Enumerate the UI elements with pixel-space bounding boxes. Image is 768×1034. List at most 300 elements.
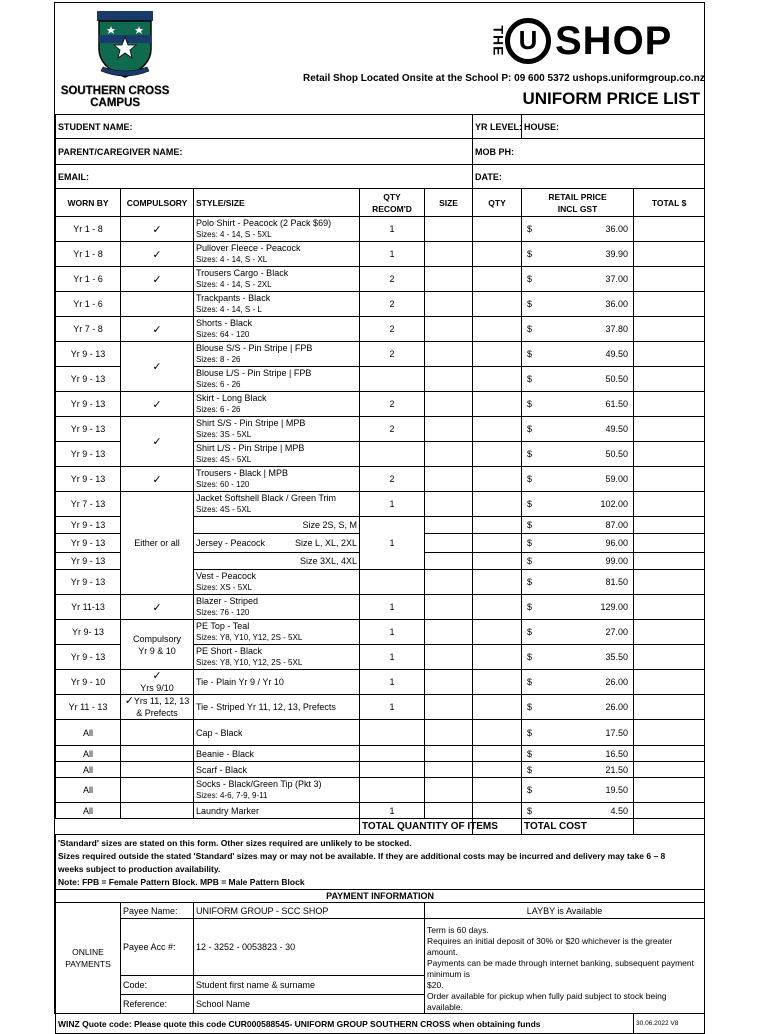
item-name: PE Short - Black [196, 646, 263, 656]
size-input[interactable] [425, 367, 473, 392]
worn-by-cell: All [56, 778, 121, 803]
school-name-line2: CAMPUS [90, 97, 140, 109]
table-row [56, 392, 705, 417]
worn-by-cell: Yr 9 - 13 [56, 553, 121, 570]
item-sizes: Sizes: 4 - 14, S - 2XL [196, 280, 272, 289]
price-value: 16.50 [605, 748, 629, 759]
price-cell [522, 367, 634, 392]
column-header-row [56, 189, 705, 217]
total-input[interactable] [634, 492, 705, 517]
retail-contact-line: Retail Shop Located Onsite at the School P: 09 600 5372 ushops.uniformgroup.co.nz [303, 73, 705, 84]
qty-input[interactable] [473, 620, 522, 645]
price-value: 129.00 [600, 602, 629, 612]
qty-input[interactable] [473, 517, 522, 534]
item-sizes: Sizes: 8 - 26 [196, 355, 241, 364]
style-cell: Tie - Striped Yr 11, 12, 13, Prefects [194, 695, 360, 720]
compulsory-cell [121, 762, 194, 778]
compulsory-check-icon: ✓ [121, 392, 194, 417]
item-name: Shirt L/S - Pin Stripe | MPB [196, 443, 305, 453]
price-cell [522, 292, 634, 317]
style-cell [194, 442, 360, 467]
currency-symbol: $ [527, 474, 533, 484]
price-value: 26.00 [605, 677, 629, 687]
total-input[interactable] [634, 762, 705, 778]
layby-payments: Payments can be made through internet banking, subsequent payment minimum is [427, 958, 694, 979]
qty-input[interactable] [473, 342, 522, 367]
layby-term: Term is 60 days. [427, 925, 489, 935]
price-value: 36.00 [605, 224, 629, 234]
currency-symbol: $ [527, 499, 533, 509]
price-value: 21.50 [605, 764, 629, 775]
table-row [56, 720, 705, 746]
table-row [56, 492, 705, 517]
total-input[interactable] [634, 442, 705, 467]
qty-input[interactable] [473, 417, 522, 442]
qty-recom-cell: 1 [360, 217, 425, 242]
qty-recom-cell: 1 [360, 695, 425, 720]
date-field[interactable]: DATE: [473, 165, 705, 189]
qty-input[interactable] [473, 570, 522, 595]
col-style-size: STYLE/SIZE [194, 189, 360, 217]
logo-the-text: THE [490, 25, 507, 57]
logo-u-circle: U [505, 18, 551, 64]
style-cell: Scarf - Black [194, 762, 360, 778]
payee-name-label: Payee Name: [121, 903, 194, 919]
qty-recom-cell: 2 [360, 467, 425, 492]
price-cell [522, 803, 634, 819]
qty-input[interactable] [473, 695, 522, 720]
worn-by-cell: Yr 9 - 13 [56, 342, 121, 367]
total-input[interactable] [634, 342, 705, 367]
worn-by-cell: Yr 9 - 13 [56, 534, 121, 553]
total-input[interactable] [634, 670, 705, 695]
size-input[interactable] [425, 392, 473, 417]
item-name: Pullover Fleece - Peacock [196, 243, 301, 253]
table-row [56, 762, 705, 778]
email-field[interactable]: EMAIL: [56, 165, 473, 189]
table-row [56, 342, 705, 367]
price-cell [522, 267, 634, 292]
table-row [56, 695, 705, 720]
col-qty-recom [360, 189, 425, 217]
school-crest-logo [95, 9, 155, 81]
table-row [56, 242, 705, 267]
total-input[interactable] [634, 292, 705, 317]
item-name: Trousers - Black | MPB [196, 468, 289, 478]
total-input[interactable] [634, 595, 705, 620]
qty-input[interactable] [473, 803, 522, 819]
notes-row [56, 835, 705, 890]
total-input[interactable] [634, 317, 705, 342]
school-name [55, 85, 175, 109]
style-cell [194, 417, 360, 442]
currency-symbol: $ [527, 577, 533, 587]
payee-acc-label: Payee Acc #: [121, 919, 194, 976]
payment-row [56, 919, 705, 976]
total-input[interactable] [634, 695, 705, 720]
size-input[interactable] [425, 553, 473, 570]
layby-pickup: Order available for pickup when fully paid subject to stock being available. [427, 991, 667, 1012]
item-name: Blouse L/S - Pin Stripe | FPB [196, 368, 312, 378]
qty-input[interactable] [473, 595, 522, 620]
style-cell: Laundry Marker [194, 803, 360, 819]
price-cell [522, 620, 634, 645]
total-input[interactable] [634, 553, 705, 570]
size-input[interactable] [425, 762, 473, 778]
qty-recom-cell: 2 [360, 342, 425, 367]
house-field[interactable]: HOUSE: [522, 115, 705, 139]
col-qty-recom-line2: RECOM'D [372, 203, 412, 214]
compulsory-check-icon: ✓ [121, 595, 194, 620]
reference-label: Reference: [121, 994, 194, 1013]
price-cell [522, 534, 634, 553]
price-value: 26.00 [605, 702, 629, 712]
total-input[interactable] [634, 367, 705, 392]
note-other-sizes: Sizes required outside the stated 'Standard' sizes may or may not be available. If they are additional costs may be incurred and delivery may take 6 – 8 [58, 851, 666, 861]
pe-label-line1: Compulsory [132, 633, 181, 644]
online-payments-line1: ONLINE [72, 947, 104, 957]
style-cell [194, 217, 360, 242]
size-input[interactable] [425, 517, 473, 534]
qty-recom-cell: 1 [360, 492, 425, 517]
payee-name-value: UNIFORM GROUP - SCC SHOP [194, 903, 425, 919]
table-row [56, 620, 705, 645]
style-cell [194, 392, 360, 417]
total-input[interactable] [634, 267, 705, 292]
worn-by-cell: Yr 11-13 [56, 595, 121, 620]
currency-symbol: $ [527, 748, 533, 759]
totals-row [56, 819, 705, 835]
code-value: Student first name & surname [194, 975, 425, 994]
currency-symbol: $ [527, 299, 533, 309]
size-input[interactable] [425, 467, 473, 492]
style-cell [194, 534, 360, 553]
worn-by-cell: All [56, 803, 121, 819]
compulsory-cell [121, 746, 194, 762]
worn-by-cell: Yr 7 - 8 [56, 317, 121, 342]
payment-info-heading: PAYMENT INFORMATION [56, 890, 705, 903]
total-input[interactable] [634, 720, 705, 746]
table-row [56, 317, 705, 342]
layby-minimum: $20. [427, 980, 444, 990]
qty-recom-cell: 1 [360, 595, 425, 620]
style-cell: Size 2S, S, M [194, 517, 360, 534]
item-size-range: Size L, XL, 2XL [294, 538, 357, 548]
total-input[interactable] [634, 803, 705, 819]
winz-quote-code: WINZ Quote code: Please quote this code CUR000588545- UNIFORM GROUP SOUTHERN CROSS when obtaining funds [56, 1014, 634, 1034]
tie-label: Yrs 9/10 [140, 683, 174, 693]
note-standard-sizes: 'Standard' sizes are stated on this form. Other sizes required are unlikely to be stocked. [58, 838, 412, 848]
qty-input[interactable] [473, 442, 522, 467]
price-cell [522, 417, 634, 442]
qty-input[interactable] [473, 492, 522, 517]
price-cell [522, 762, 634, 778]
price-cell [522, 695, 634, 720]
item-sizes: Sizes: 64 - 120 [196, 330, 250, 339]
item-sizes: Sizes: 4S - 5XL [196, 455, 252, 464]
currency-symbol: $ [527, 224, 533, 234]
total-input[interactable] [634, 417, 705, 442]
qty-input[interactable] [473, 670, 522, 695]
online-payments-label [56, 903, 121, 1014]
note-pattern-block: Note: FPB = Female Pattern Block. MPB = Male Pattern Block [58, 877, 305, 887]
qty-recom-cell: 1 [360, 670, 425, 695]
price-cell [522, 242, 634, 267]
size-input[interactable] [425, 267, 473, 292]
item-sizes: Sizes: 6 - 26 [196, 405, 241, 414]
compulsory-pe-label [121, 620, 194, 670]
price-value: 4.50 [610, 805, 629, 816]
size-input[interactable] [425, 570, 473, 595]
item-name: Shorts - Black [196, 318, 253, 328]
student-name-field[interactable]: STUDENT NAME: [56, 115, 473, 139]
qty-input[interactable] [473, 553, 522, 570]
style-cell [194, 620, 360, 645]
qty-input[interactable] [473, 242, 522, 267]
price-cell [522, 778, 634, 803]
size-input[interactable] [425, 292, 473, 317]
price-value: 37.00 [605, 274, 629, 284]
currency-symbol: $ [527, 538, 533, 548]
price-cell [522, 553, 634, 570]
qty-recom-cell [360, 746, 425, 762]
item-name: Skirt - Long Black [196, 393, 267, 403]
price-cell [522, 595, 634, 620]
style-cell: Cap - Black [194, 720, 360, 746]
style-cell [194, 292, 360, 317]
header [55, 3, 704, 114]
qty-input[interactable] [473, 746, 522, 762]
total-qty-label: TOTAL QUANTITY OF ITEMS [360, 819, 473, 835]
price-value: 96.00 [605, 538, 629, 548]
worn-by-cell: Yr 7 - 13 [56, 492, 121, 517]
qty-input[interactable] [473, 217, 522, 242]
currency-symbol: $ [527, 727, 533, 738]
price-value: 49.50 [605, 424, 629, 434]
worn-by-cell: Yr 9 - 13 [56, 570, 121, 595]
version-stamp: 30.06.2022 V8 [634, 1014, 705, 1034]
style-cell [194, 570, 360, 595]
worn-by-cell: All [56, 720, 121, 746]
total-input[interactable] [634, 645, 705, 670]
total-input[interactable] [634, 467, 705, 492]
size-input[interactable] [425, 746, 473, 762]
item-sizes: Sizes: 6 - 26 [196, 380, 241, 389]
size-input[interactable] [425, 417, 473, 442]
size-input[interactable] [425, 720, 473, 746]
size-input[interactable] [425, 242, 473, 267]
qty-input[interactable] [473, 720, 522, 746]
uniform-price-table [55, 114, 705, 1034]
size-input[interactable] [425, 778, 473, 803]
worn-by-cell: All [56, 762, 121, 778]
worn-by-cell: Yr 1 - 6 [56, 292, 121, 317]
currency-symbol: $ [527, 324, 533, 334]
online-payments-line2: PAYMENTS [65, 959, 111, 969]
item-sizes: Sizes: 76 - 120 [196, 608, 250, 617]
compulsory-check-icon: ✓ [121, 217, 194, 242]
price-cell [522, 467, 634, 492]
qty-input[interactable] [473, 267, 522, 292]
yr-level-field[interactable]: YR LEVEL: [473, 115, 522, 139]
table-row [56, 595, 705, 620]
qty-input[interactable] [473, 367, 522, 392]
size-input[interactable] [425, 342, 473, 367]
size-input[interactable] [425, 317, 473, 342]
currency-symbol: $ [527, 399, 533, 409]
compulsory-cell [121, 803, 194, 819]
item-name: Trackpants - Black [196, 293, 271, 303]
worn-by-cell: Yr 9 - 13 [56, 417, 121, 442]
currency-symbol: $ [527, 785, 533, 795]
table-row [56, 217, 705, 242]
style-cell [194, 467, 360, 492]
item-name: Shirt S/S - Pin Stripe | MPB [196, 418, 306, 428]
compulsory-check-icon: ✓ [124, 695, 134, 707]
size-input[interactable] [425, 492, 473, 517]
item-name: Vest - Peacock [196, 571, 257, 581]
qty-recom-cell: 2 [360, 292, 425, 317]
total-input[interactable] [634, 217, 705, 242]
item-sizes: Sizes: 4-6, 7-9, 9-11 [196, 791, 268, 800]
size-input[interactable] [425, 595, 473, 620]
price-cell [522, 746, 634, 762]
total-input[interactable] [634, 534, 705, 553]
price-value: 50.50 [605, 449, 629, 459]
price-value: 27.00 [605, 627, 629, 637]
qty-input[interactable] [473, 645, 522, 670]
worn-by-cell: Yr 9 - 13 [56, 467, 121, 492]
total-cost-input[interactable] [634, 819, 705, 835]
parent-name-field[interactable]: PARENT/CAREGIVER NAME: [56, 139, 473, 165]
qty-input[interactable] [473, 467, 522, 492]
compulsory-check-icon: ✓ [121, 242, 194, 267]
mob-ph-field[interactable]: MOB PH: [473, 139, 705, 165]
price-value: 50.50 [605, 374, 629, 384]
currency-symbol: $ [527, 449, 533, 459]
price-list-page [54, 2, 705, 1029]
price-value: 59.00 [605, 474, 629, 484]
price-value: 102.00 [600, 499, 629, 509]
size-input[interactable] [425, 217, 473, 242]
total-input[interactable] [634, 570, 705, 595]
item-name: Blouse S/S - Pin Stripe | FPB [196, 343, 313, 353]
style-cell: Tie - Plain Yr 9 / Yr 10 [194, 670, 360, 695]
total-input[interactable] [634, 392, 705, 417]
col-qty-recom-line1: QTY [383, 191, 401, 202]
price-value: 99.00 [605, 556, 629, 566]
worn-by-cell: All [56, 746, 121, 762]
layby-details [425, 919, 705, 1014]
qty-recom-cell: 2 [360, 417, 425, 442]
worn-by-cell: Yr 9 - 13 [56, 645, 121, 670]
footer-row [56, 1014, 705, 1034]
size-input[interactable] [425, 670, 473, 695]
u-shop-logo [485, 13, 715, 73]
table-row [56, 267, 705, 292]
worn-by-cell: Yr 9 - 13 [56, 367, 121, 392]
item-sizes: Sizes: 4S - 5XL [196, 505, 252, 514]
price-cell [522, 317, 634, 342]
currency-symbol: $ [527, 424, 533, 434]
qty-input[interactable] [473, 392, 522, 417]
qty-input[interactable] [473, 292, 522, 317]
item-name: PE Top - Teal [196, 621, 250, 631]
total-input[interactable] [634, 778, 705, 803]
worn-by-cell: Yr 9 - 13 [56, 442, 121, 467]
total-input[interactable] [634, 517, 705, 534]
size-input[interactable] [425, 620, 473, 645]
col-compulsory: COMPULSORY [121, 189, 194, 217]
size-input[interactable] [425, 803, 473, 819]
table-row [56, 292, 705, 317]
code-label: Code: [121, 975, 194, 994]
qty-input[interactable] [473, 778, 522, 803]
style-cell [194, 595, 360, 620]
logo-shop-text: SHOP [555, 19, 673, 63]
item-sizes: Sizes: Y8, Y10, Y12, 2S - 5XL [196, 633, 303, 642]
compulsory-check-icon: ✓ [152, 670, 162, 682]
price-value: 49.50 [605, 349, 629, 359]
notes-block [56, 835, 705, 890]
table-row [56, 670, 705, 695]
style-cell [194, 778, 360, 803]
compulsory-check-icon: ✓ [121, 342, 194, 392]
col-qty: QTY [473, 189, 522, 217]
item-extra: (2 Pack $69) [277, 218, 332, 228]
qty-recom-cell: 1 [360, 620, 425, 645]
payment-row [56, 903, 705, 919]
qty-recom-cell: 1 [360, 645, 425, 670]
currency-symbol: $ [527, 652, 533, 662]
size-input[interactable] [425, 442, 473, 467]
item-sizes: Sizes: Y8, Y10, Y12, 2S - 5XL [196, 658, 303, 667]
price-cell [522, 492, 634, 517]
price-cell [522, 517, 634, 534]
currency-symbol: $ [527, 349, 533, 359]
style-cell [194, 367, 360, 392]
qty-recom-cell: 2 [360, 392, 425, 417]
size-input[interactable] [425, 645, 473, 670]
worn-by-cell: Yr 1 - 8 [56, 217, 121, 242]
compulsory-cell [121, 720, 194, 746]
qty-input[interactable] [473, 762, 522, 778]
item-sizes: Sizes: 60 - 120 [196, 480, 250, 489]
qty-recom-cell [360, 442, 425, 467]
price-value: 81.50 [605, 577, 629, 587]
item-sizes: Sizes: 4 - 14, S - 5XL [196, 230, 272, 239]
size-input[interactable] [425, 695, 473, 720]
qty-input[interactable] [473, 534, 522, 553]
style-cell: Beanie - Black [194, 746, 360, 762]
layby-deposit: Requires an initial deposit of 30% or $20 whichever is the greater amount. [427, 936, 673, 957]
qty-recom-cell [360, 778, 425, 803]
currency-symbol: $ [527, 627, 533, 637]
size-input[interactable] [425, 534, 473, 553]
compulsory-tie-label [121, 670, 194, 695]
style-cell: Size 3XL, 4XL [194, 553, 360, 570]
price-value: 61.50 [605, 399, 629, 409]
price-cell [522, 570, 634, 595]
total-input[interactable] [634, 746, 705, 762]
item-name: Blazer - Striped [196, 596, 259, 606]
compulsory-check-icon: ✓ [121, 267, 194, 292]
qty-input[interactable] [473, 317, 522, 342]
table-row [56, 746, 705, 762]
total-input[interactable] [634, 242, 705, 267]
total-input[interactable] [634, 620, 705, 645]
school-name-line1: SOUTHERN CROSS [60, 85, 170, 97]
